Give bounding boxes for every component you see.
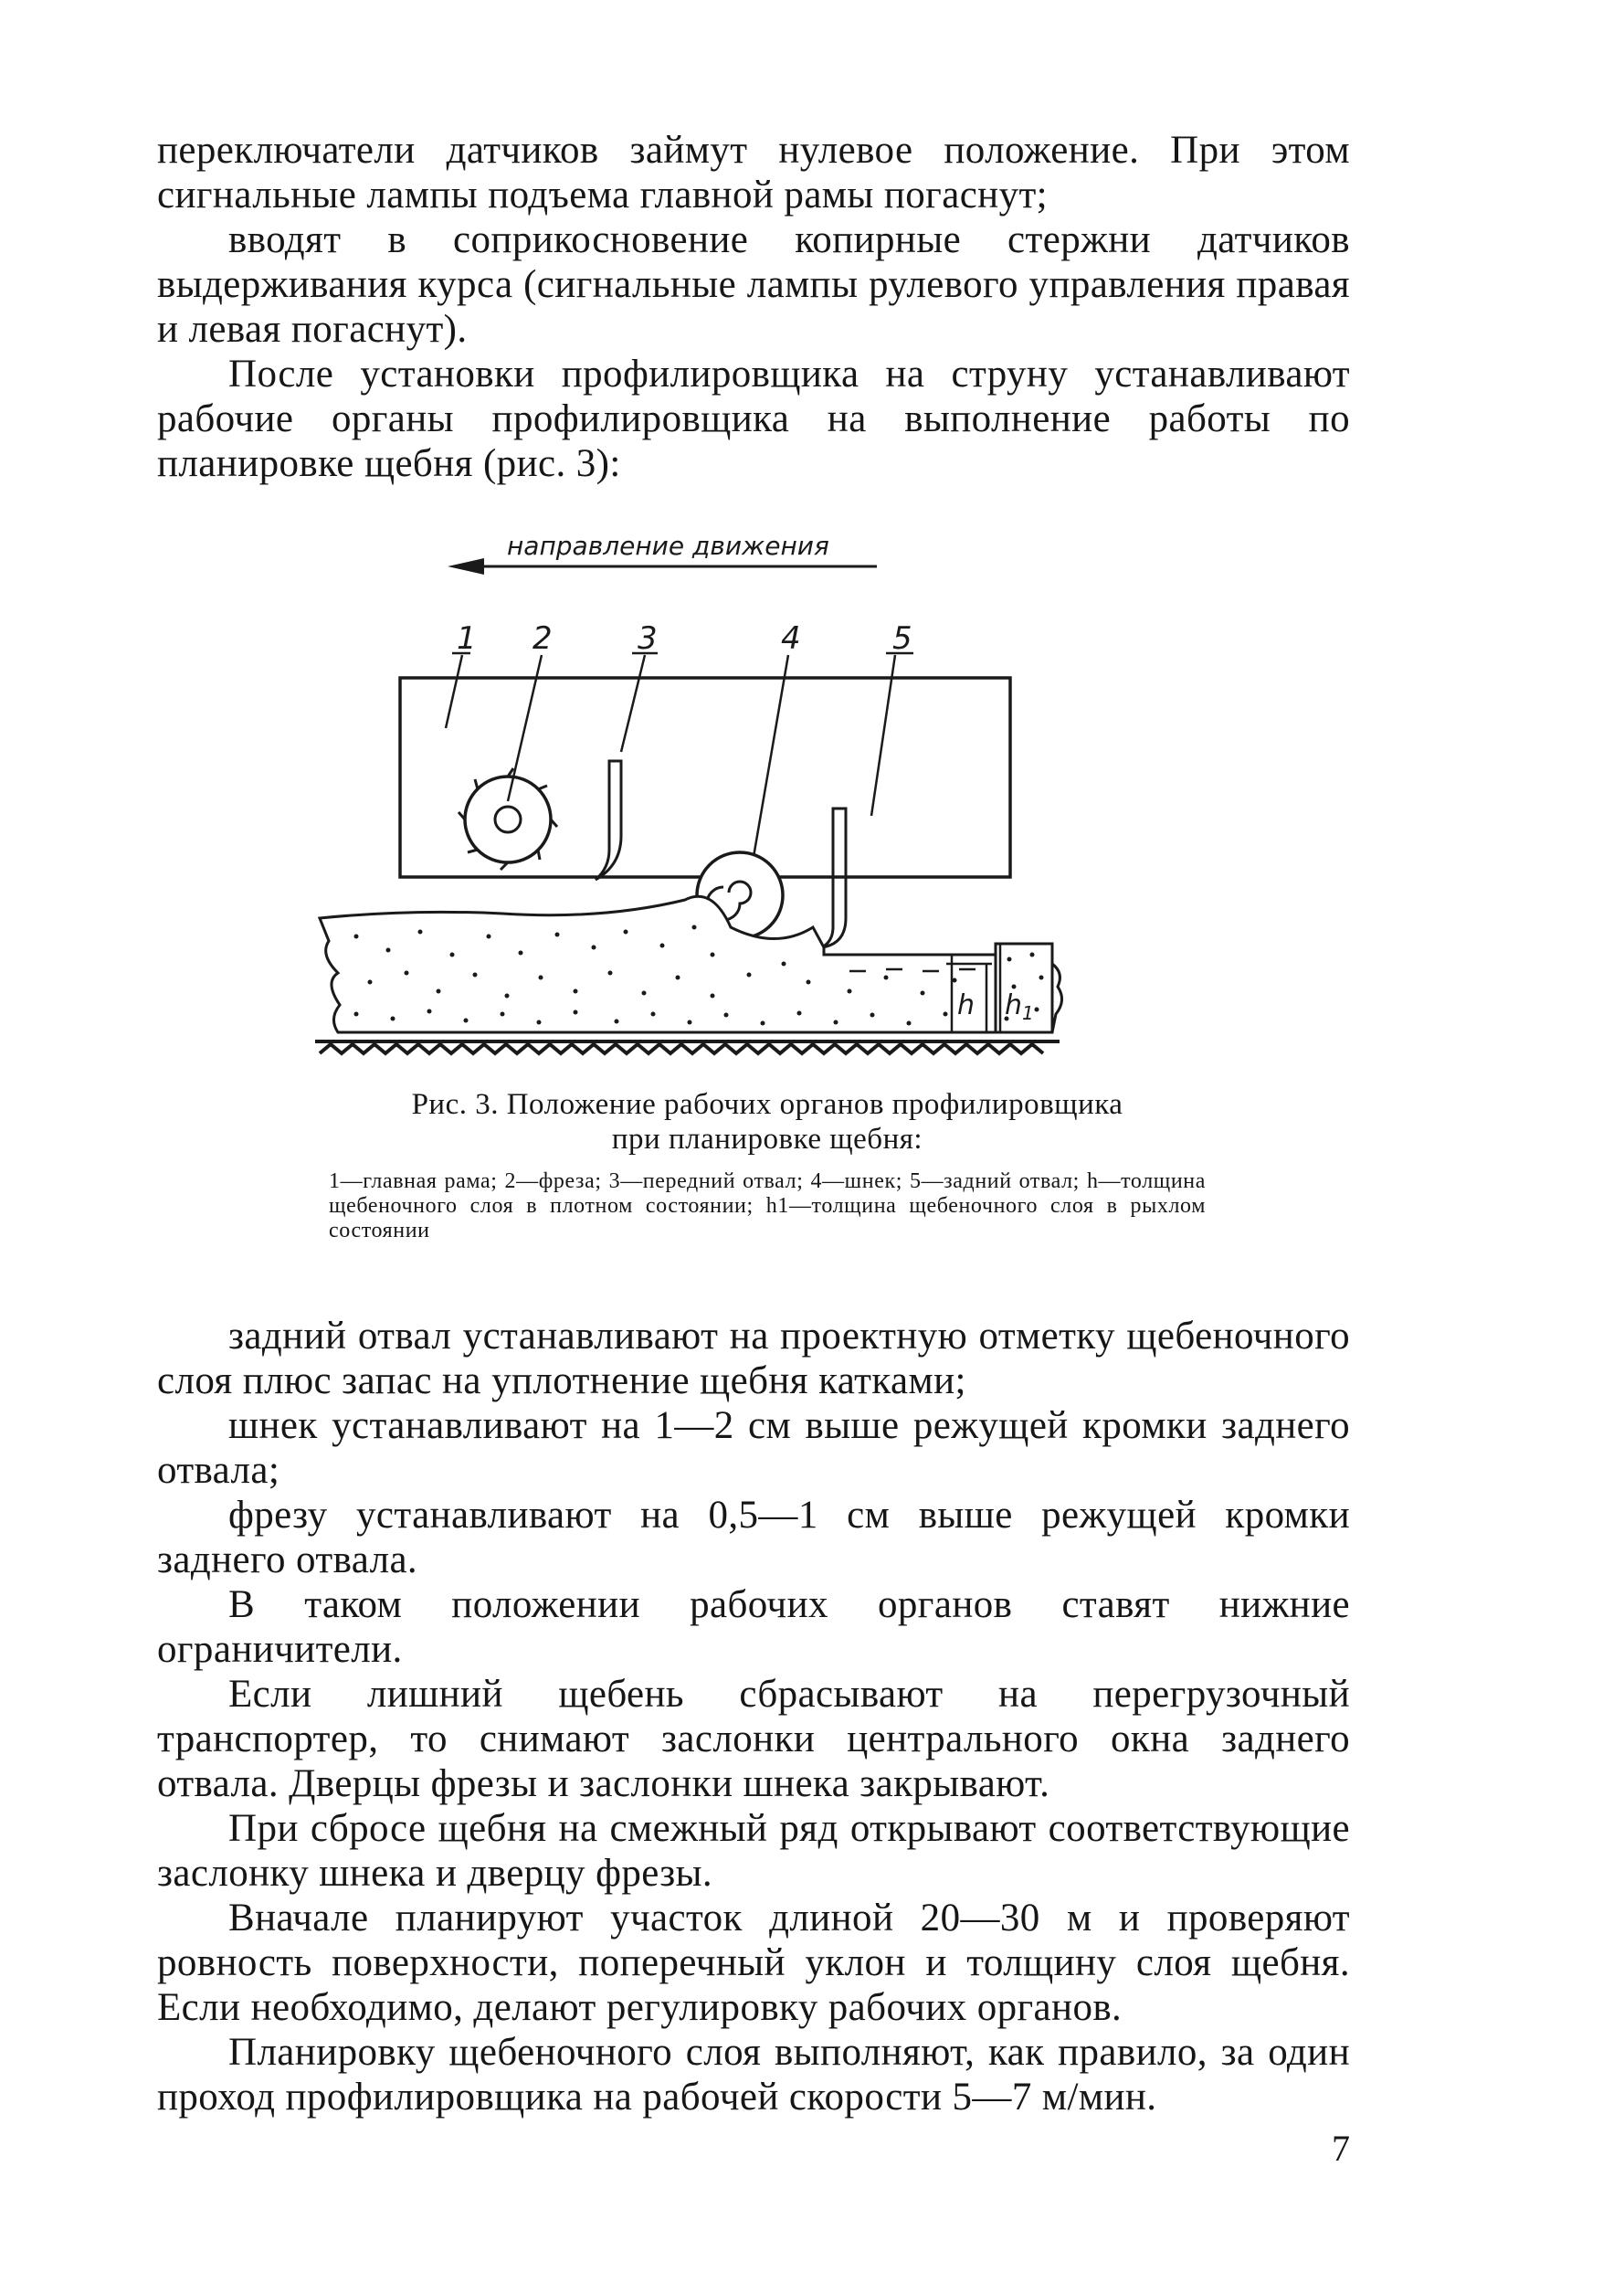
caption-title-line-2: при планировке щебня: bbox=[611, 1123, 923, 1156]
paragraph-limiters: В таком положении рабочих органов ставят нижние ограничители. bbox=[157, 1583, 1350, 1671]
dimension-label-h: h bbox=[957, 989, 975, 1021]
paragraph-test-section: Вначале планируют участок длиной 20—30 м и проверяют ровность поверхности, поперечный уклон и толщину слоя щебня. Если необходимо, делают регулировку рабочих органов. bbox=[157, 1897, 1350, 2029]
cutter-drum bbox=[459, 768, 557, 870]
paragraph-rear-blade: задний отвал устанавливают на проектную отметку щебеночного слоя плюс запас на уплотнение щебня катками; bbox=[157, 1315, 1350, 1402]
bottom-text-block bbox=[157, 1314, 1350, 2119]
dimension-label-h1-sub: 1 bbox=[1022, 1002, 1034, 1024]
ground-hatching bbox=[315, 1041, 1060, 1053]
part-number-1: 1 bbox=[457, 620, 477, 657]
paragraph-single-pass: Планировку щебеночного слоя выполняют, как правило, за один проход профилировщика на рабочей скорости 5—7 м/мин. bbox=[157, 2031, 1350, 2119]
top-text-block bbox=[157, 128, 1350, 486]
part-number-4: 4 bbox=[781, 620, 801, 657]
figure-3-diagram bbox=[301, 525, 1215, 1073]
profiler-diagram-svg bbox=[301, 525, 1215, 1073]
paragraph-conveyor: Если лишний щебень сбрасывают на перегрузочный транспортер, то снимают заслонки центрального окна заднего отвала. Дверцы фрезы и заслонки шнека закрывают. bbox=[157, 1673, 1350, 1805]
paragraph-cutter: фрезу устанавливают на 0,5—1 см выше режущей кромки заднего отвала. bbox=[157, 1494, 1350, 1581]
part-number-3: 3 bbox=[638, 620, 658, 657]
paragraph-setup: После установки профилировщика на струну устанавливают рабочие органы профилировщика на выполнение работы по планировке щебня (рис. 3): bbox=[157, 353, 1350, 485]
direction-label: направление движения bbox=[507, 531, 829, 561]
page-number: 7 bbox=[1332, 2128, 1350, 2169]
figure-caption-legend: 1—главная рама; 2—фреза; 3—передний отвал; 4—шнек; 5—задний отвал; h—толщина щебеночного слоя в плотном состоянии; h1—толщина щебеночного слоя в рыхлом состоянии bbox=[329, 1169, 1206, 1242]
paragraph-adjacent-row: При сбросе щебня на смежный ряд открывают соответствующие заслонку шнека и дверцу фрезы. bbox=[157, 1807, 1350, 1895]
part-number-2: 2 bbox=[533, 620, 553, 657]
front-blade bbox=[596, 761, 621, 880]
caption-title-line-1: Рис. 3. Положение рабочих органов профилировщика bbox=[411, 1088, 1123, 1121]
paragraph-sensors: вводят в соприкосновение копирные стержни датчиков выдерживания курса (сигнальные лампы рулевого управления правая и левая погаснут). bbox=[157, 218, 1350, 351]
figure-caption-title bbox=[329, 1087, 1206, 1157]
dimension-label-h1-base: h bbox=[1005, 989, 1023, 1021]
paragraph-auger: шнек устанавливают на 1—2 см выше режущей кромки заднего отвала; bbox=[157, 1404, 1350, 1492]
main-frame bbox=[400, 678, 1010, 877]
part-number-5: 5 bbox=[892, 620, 912, 657]
paragraph-continuation: переключатели датчиков займут нулевое положение. При этом сигнальные лампы подъема главной рамы погаснут; bbox=[157, 129, 1350, 217]
loose-gravel-layer bbox=[320, 896, 996, 1032]
